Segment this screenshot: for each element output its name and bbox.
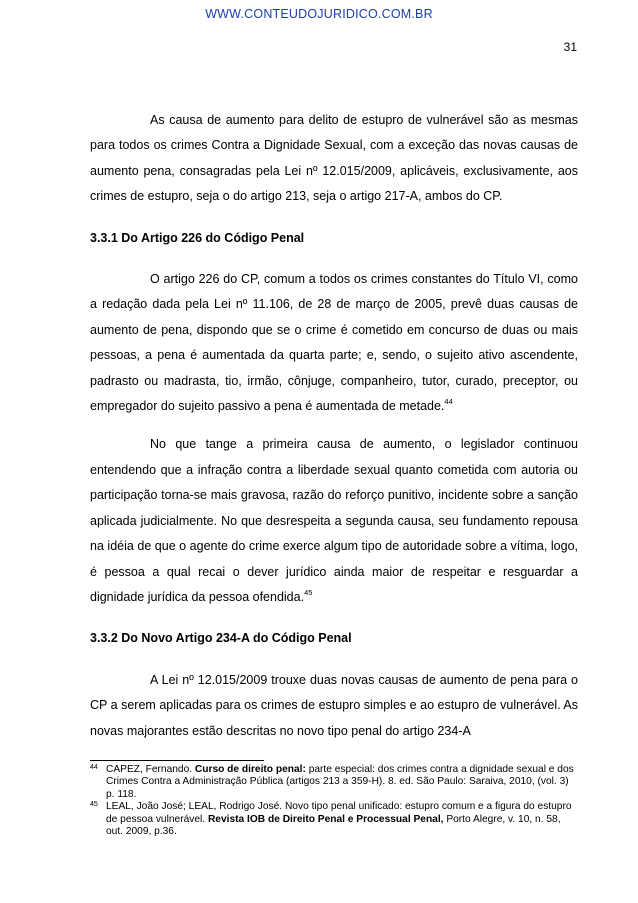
- paragraph-1: As causa de aumento para delito de estupro de vulnerável são as mesmas para todos os crimes Contra a Dignidade Sexual, com a exceção das novas causas de aumento pena, consagradas pela Lei nº 12.015/2009, aplicáveis, exclusivamente, aos crimes de estupro, seja o do artigo 213, seja o artigo 217-A, ambos do CP.: [90, 113, 578, 204]
- paragraph-2-text: O artigo 226 do CP, comum a todos os crimes constantes do Título VI, como a redação dada pela Lei nº 11.106, de 28 de março de 2005, prevê duas causas de aumento de pena, dispondo que se o crime é cometido em concurso de duas ou mais pessoas, a pena é aumentada da quarta parte; e, sendo, o sujeito ativo ascendente, padrasto ou madrasta, tio, irmão, cônjuge, companheiro, tutor, curado, preceptor, ou empregador do sujeito passivo a pena é aumentada de metade.: [90, 272, 578, 414]
- footnote-ref-45[interactable]: 45: [304, 587, 313, 597]
- paragraph-4: A Lei nº 12.015/2009 trouxe duas novas causas de aumento de pena para o CP a serem aplicadas para os crimes de estupro simples e ao estupro de vulnerável. As novas majorantes estão descritas no novo tipo penal do artigo 234-A: [90, 672, 578, 738]
- footnote-number: 44: [90, 764, 98, 771]
- footnote-title: Curso de direito penal:: [194, 764, 306, 775]
- footnote-44: [90, 764, 578, 801]
- site-url-header: WWW.CONTEUDOJURIDICO.COM.BR: [205, 7, 433, 21]
- footnote-author: LEAL, João José; LEAL, Rodrigo José. Novo tipo penal unificado: estupro comum e a figura do estupro de pessoa vulnerável.: [106, 801, 572, 825]
- page-number: 31: [563, 40, 577, 54]
- paragraph-3-text: No que tange a primeira causa de aumento, o legislador continuou entendendo que a infração contra a liberdade sexual quanto cometida com autoria ou participação torna-se mais gravosa, razão do reforço punitivo, incidente sobre a sanção aplicada judicialmente. No que desrespeita a segunda causa, seu fundamento repousa na idéia de que o agente do crime exerce algum tipo de autoridade sobre a vítima, logo, é pessoa a qual recai o dever jurídico ainda maior de respeitar e resguardar a dignidade jurídica da pessoa ofendida.: [90, 437, 578, 604]
- footnote-rest: Porto Alegre, v. 10, n. 58, out. 2009, p.36.: [106, 813, 561, 838]
- section-heading-3-3-2: 3.3.2 Do Novo Artigo 234-A do Código Penal: [90, 631, 352, 646]
- paragraph-3: [90, 432, 578, 610]
- footnote-45: [90, 801, 578, 838]
- section-heading-3-3-1: 3.3.1 Do Artigo 226 do Código Penal: [90, 230, 305, 245]
- footnote-divider: [90, 760, 264, 761]
- footnote-number: 45: [90, 801, 98, 809]
- paragraph-2: [90, 267, 578, 419]
- footnotes: [90, 760, 578, 838]
- footnote-rest: parte especial: dos crimes contra a dignidade sexual e dos Crimes Contra a Administração Pública (artigos 213 a 359-H). 8. ed. São Paulo: Saraiva, 2010, (vol. 3) p. 118.: [106, 764, 574, 800]
- footnote-title: Revista IOB de Direito Penal e Processual Penal,: [207, 813, 444, 825]
- footnote-ref-44[interactable]: 44: [444, 397, 453, 407]
- footnote-author: CAPEZ, Fernando.: [106, 764, 195, 775]
- document-body: [90, 108, 578, 744]
